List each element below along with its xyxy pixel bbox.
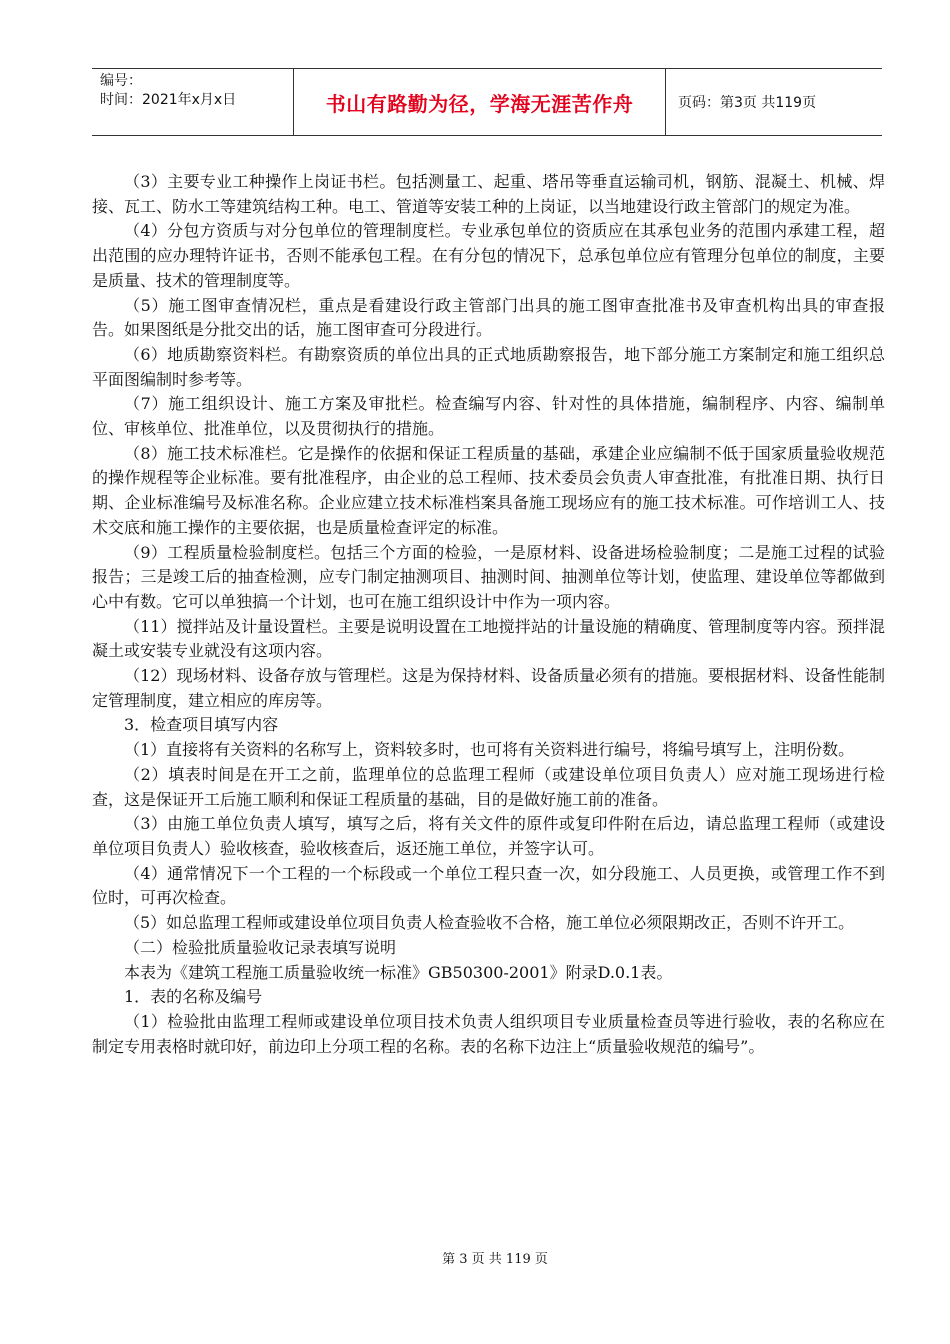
document-body (92, 170, 885, 1059)
section-heading: 1．表的名称及编号 (124, 987, 263, 1007)
paragraph: （3）由施工单位负责人填写，填写之后，将有关文件的原件或复印件附在后边，请总监理工程师（或建设单位项目负责人）验收核查，验收核查后，返还施工单位，并签字认可。 (92, 814, 885, 858)
header-meta (92, 69, 294, 135)
paragraph: （2）填表时间是在开工之前，监理单位的总监理工程师（或建设单位项目负责人）应对施工现场进行检查，这是保证开工后施工顺利和保证工程质量的基础，目的是做好施工前的准备。 (92, 764, 885, 809)
paragraph: （11）搅拌站及计量设置栏。主要是说明设置在工地搅拌站的计量设施的精确度、管理制度等内容。预拌混凝土或安装专业就没有这项内容。 (92, 616, 885, 661)
paragraph: （3）主要专业工种操作上岗证书栏。包括测量工、起重、塔吊等垂直运输司机，钢筋、混凝土、机械、焊接、瓦工、防水工等建筑结构工种。电工、管道等安装工种的上岗证，以当地建设行政主管部门的规定为准。 (92, 172, 885, 216)
paragraph: （5）施工图审查情况栏，重点是看建设行政主管部门出具的施工图审查批准书及审查机构出具的审查报告。如果图纸是分批交出的话，施工图审查可分段进行。 (92, 295, 885, 340)
paragraph: （8）施工技术标准栏。它是操作的依据和保证工程质量的基础，承建企业应编制不低于国家质量验收规范的操作规程等企业标准。要有批准程序，由企业的总工程师、技术委员会负责人审查批准，有批准日期、执行日期、企业标准编号及标准名称。企业应建立技术标准档案具备施工现场应有的施工技术标准。可作培训工人、技术交底和施工操作的主要依据，也是质量检查评定的标准。 (92, 443, 885, 537)
paragraph: （7）施工组织设计、施工方案及审批栏。检查编写内容、针对性的具体措施，编制程序、内容、编制单位、审核单位、批准单位，以及贯彻执行的措施。 (92, 394, 885, 439)
paragraph: （1）直接将有关资料的名称写上，资料较多时，也可将有关资料进行编号，将编号填写上，注明份数。 (124, 740, 855, 760)
section-heading: 3．检查项目填写内容 (124, 715, 279, 735)
header-page-info: 页码：第3页 共119页 (678, 95, 817, 111)
paragraph: （4）通常情况下一个工程的一个标段或一个单位工程只查一次，如分段施工、人员更换，或管理工作不到位时，可再次检查。 (92, 863, 885, 908)
paragraph: （12）现场材料、设备存放与管理栏。这是为保持材料、设备质量必须有的措施。要根据材料、设备性能制定管理制度，建立相应的库房等。 (92, 666, 885, 710)
page-header (92, 68, 882, 136)
document-number-label: 编号： (100, 73, 142, 89)
document-time: 时间：2021年x月x日 (100, 92, 237, 108)
paragraph: （9）工程质量检验制度栏。包括三个方面的检验，一是原材料、设备进场检验制度；二是施工过程的试验报告；三是竣工后的抽查检测，应专门制定抽测项目、抽测时间、抽测单位等计划，使监理、建设单位等都做到心中有数。它可以单独搞一个计划，也可在施工组织设计中作为一项内容。 (92, 542, 885, 611)
paragraph: （5）如总监理工程师或建设单位项目负责人检查验收不合格，施工单位必须限期改正，否则不许开工。 (124, 913, 855, 933)
paragraph: （1）检验批由监理工程师或建设单位项目技术负责人组织项目专业质量检查员等进行验收，表的名称应在制定专用表格时就印好，前边印上分项工程的名称。表的名称下边注上“质量验收规范的编号”。 (92, 1011, 885, 1056)
page-footer: 第 3 页 共 119 页 (442, 1252, 548, 1267)
paragraph: （6）地质勘察资料栏。有勘察资质的单位出具的正式地质勘察报告，地下部分施工方案制定和施工组织总平面图编制时参考等。 (92, 344, 885, 389)
paragraph: 本表为《建筑工程施工质量验收统一标准》GB50300-2001》附录D.0.1表。 (124, 962, 673, 982)
header-motto: 书山有路勤为径，学海无涯苦作舟 (294, 69, 666, 135)
section-heading: （二）检验批质量验收记录表填写说明 (124, 937, 397, 957)
paragraph: （4）分包方资质与对分包单位的管理制度栏。专业承包单位的资质应在其承包业务的范围内承建工程，超出范围的应办理特许证书，否则不能承包工程。在有分包的情况下，总承包单位应有管理分包单位的制度，主要是质量、技术的管理制度等。 (92, 221, 885, 290)
